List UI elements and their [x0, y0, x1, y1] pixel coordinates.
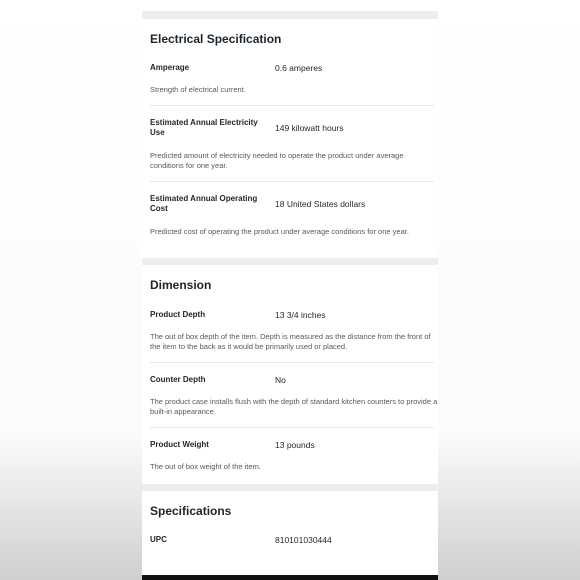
spec-value-counter-depth: No	[275, 375, 286, 385]
divider	[150, 362, 434, 363]
background-right	[438, 0, 580, 580]
spec-value-product-weight: 13 pounds	[275, 440, 315, 450]
divider	[150, 181, 434, 182]
specifications-card	[142, 491, 438, 580]
spec-description-product-weight: The out of box weight of the item.	[150, 462, 261, 471]
dimension-card	[142, 265, 438, 484]
spec-description-counter-depth: The product case installs flush with the depth of standard kitchen counters to provide a built-in appearance.	[150, 397, 438, 416]
previous-card	[142, 0, 438, 11]
spec-label-product-depth: Product Depth	[150, 310, 206, 319]
spec-label-product-weight: Product Weight	[150, 440, 209, 449]
spec-description-amperage: Strength of electrical current.	[150, 85, 246, 94]
spec-label-annual-operating-cost: Estimated Annual Operating Cost	[150, 194, 258, 213]
spec-label-upc: UPC	[150, 535, 167, 544]
bottom-bar	[142, 575, 438, 580]
section-title: Electrical Specification	[150, 32, 282, 46]
divider	[150, 427, 434, 428]
spec-value-amperage: 0.6 amperes	[275, 63, 323, 73]
divider	[150, 105, 434, 106]
spec-label-counter-depth: Counter Depth	[150, 375, 206, 384]
spec-value-upc: 810101030444	[275, 535, 332, 545]
spec-value-product-depth: 13 3/4 inches	[275, 310, 326, 320]
spec-column	[142, 0, 438, 580]
section-title: Dimension	[150, 278, 212, 292]
electrical-specification-card	[142, 19, 438, 258]
spec-label-amperage: Amperage	[150, 63, 190, 72]
spec-description-annual-electricity-use: Predicted amount of electricity needed to operate the product under average conditions for one year.	[150, 151, 404, 170]
section-title: Specifications	[150, 504, 232, 518]
spec-label-annual-electricity-use: Estimated Annual Electricity Use	[150, 118, 258, 137]
background-left	[0, 0, 142, 580]
spec-value-annual-electricity-use: 149 kilowatt hours	[275, 123, 344, 133]
spec-description-product-depth: The out of box depth of the item. Depth is measured as the distance from the front of the item to the back as it would be primarily used or placed.	[150, 332, 431, 351]
spec-value-annual-operating-cost: 18 United States dollars	[275, 199, 366, 209]
spec-description-annual-operating-cost: Predicted cost of operating the product under average conditions for one year.	[150, 227, 409, 236]
